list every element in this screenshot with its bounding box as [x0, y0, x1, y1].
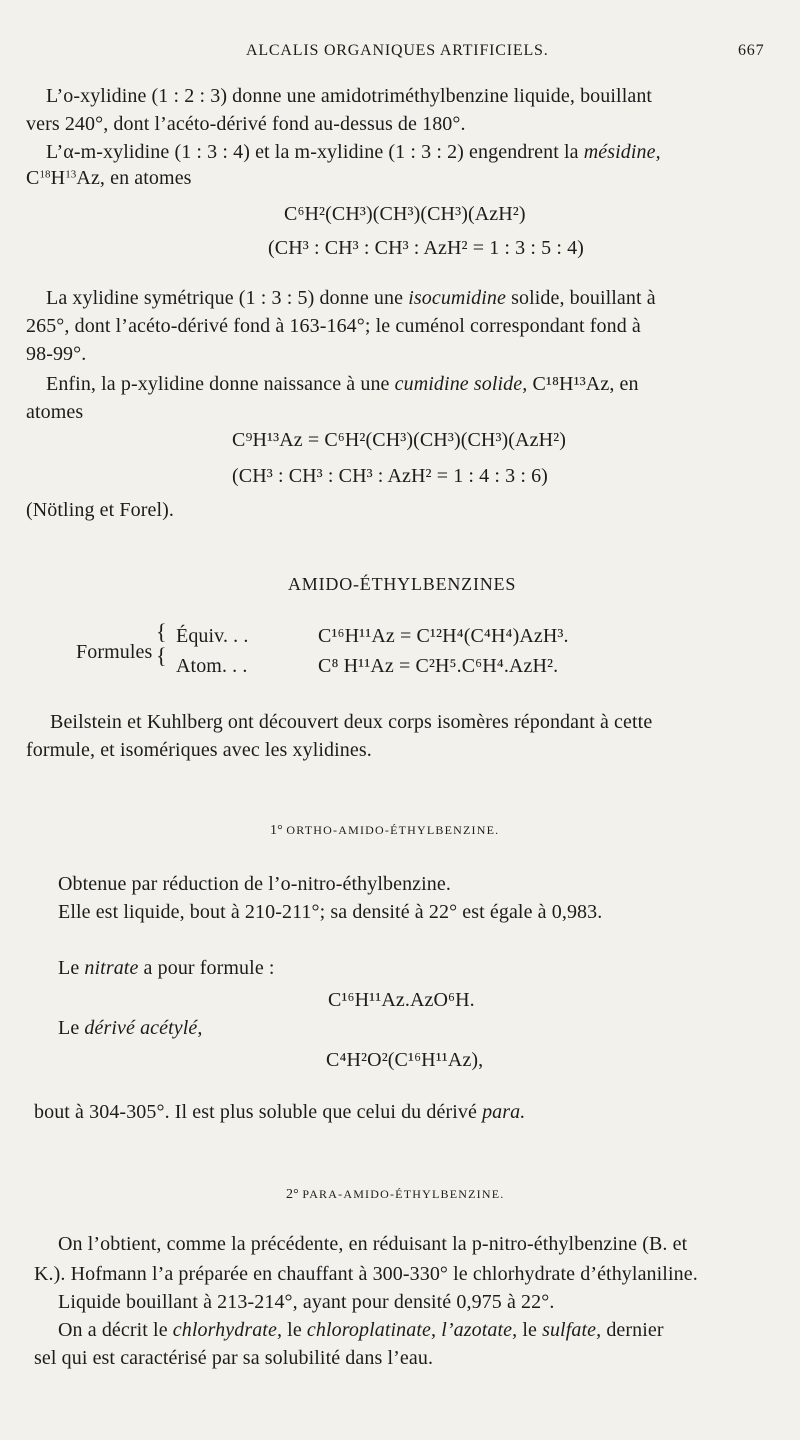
chemical-formula: C¹⁶H¹¹Az.AzO⁶H. [328, 989, 475, 1011]
paragraph-line: bout à 304-305°. Il est plus soluble que celui du dérivé para. [34, 1101, 526, 1123]
paragraph-line: Liquide bouillant à 213-214°, ayant pour densité 0,975 à 22°. [58, 1291, 555, 1313]
paragraph-line: La xylidine symétrique (1 : 3 : 5) donne une isocumidine solide, bouillant à [46, 287, 656, 309]
formulas-label: Formules [76, 641, 153, 663]
subsection-title: 2° PARA-AMIDO-ÉTHYLBENZINE. [286, 1187, 505, 1202]
chemical-formula: (CH³ : CH³ : CH³ : AzH² = 1 : 3 : 5 : 4) [268, 237, 584, 259]
paragraph-line: formule, et isomériques avec les xylidines. [26, 739, 372, 761]
paragraph-line: Elle est liquide, bout à 210-211°; sa densité à 22° est égale à 0,983. [58, 901, 603, 923]
formula-label: Atom. . . [176, 655, 248, 677]
paragraph-line: (Nötling et Forel). [26, 499, 174, 521]
paragraph-line: 265°, dont l’acéto-dérivé fond à 163-164°; le cuménol correspondant fond à [26, 315, 641, 337]
left-brace: { [156, 643, 167, 668]
chemical-formula: (CH³ : CH³ : CH³ : AzH² = 1 : 4 : 3 : 6) [232, 465, 548, 487]
paragraph-line: K.). Hofmann l’a préparée en chauffant à 300-330° le chlorhydrate d’éthylaniline. [34, 1263, 698, 1285]
formula-label: Équiv. . . [176, 625, 249, 647]
paragraph-line: Le dérivé acétylé, [58, 1017, 203, 1039]
paragraph-line: L’o-xylidine (1 : 2 : 3) donne une amidotriméthylbenzine liquide, bouillant [46, 85, 653, 107]
chemical-formula: C⁴H²O²(C¹⁶H¹¹Az), [326, 1049, 484, 1071]
paragraph-line: $C^{18}H^{13}Az$, en atomes [26, 167, 192, 189]
paragraph-line: vers 240°, dont l’acéto-dérivé fond au-dessus de 180°. [26, 113, 466, 135]
section-title: AMIDO-ÉTHYLBENZINES [288, 574, 517, 594]
chemical-formula: C⁹H¹³Az = C⁶H²(CH³)(CH³)(CH³)(AzH²) [232, 429, 566, 451]
chemical-formula: C⁶H²(CH³)(CH³)(CH³)(AzH²) [284, 203, 526, 225]
paragraph-line: Enfin, la p-xylidine donne naissance à une cumidine solide, C¹⁸H¹³Az, en [46, 373, 639, 395]
paragraph-line: L’α-m-xylidine (1 : 3 : 4) et la m-xylidine (1 : 3 : 2) engendrent la mésidine, [46, 141, 661, 163]
subsection-title: 1° ORTHO-AMIDO-ÉTHYLBENZINE. [270, 823, 500, 838]
paragraph-line: On l’obtient, comme la précédente, en réduisant la p-nitro-éthylbenzine (B. et [58, 1233, 688, 1255]
chemical-formula: C⁸ H¹¹Az = C²H⁵.C⁶H⁴.AzH². [318, 655, 559, 677]
paragraph-line: 98-99°. [26, 343, 87, 365]
chemical-formula: C¹⁶H¹¹Az = C¹²H⁴(C⁴H⁴)AzH³. [318, 625, 569, 647]
paragraph-line: sel qui est caractérisé par sa solubilité dans l’eau. [34, 1347, 434, 1369]
paragraph-line: Beilstein et Kuhlberg ont découvert deux corps isomères répondant à cette [50, 711, 653, 733]
left-brace: { [156, 619, 167, 644]
paragraph-line: On a décrit le chlorhydrate, le chloroplatinate, l’azotate, le sulfate, dernier [58, 1319, 664, 1341]
running-title: ALCALIS ORGANIQUES ARTIFICIELS. [246, 42, 549, 59]
paragraph-line: Obtenue par réduction de l’o-nitro-éthylbenzine. [58, 873, 451, 895]
paragraph-line: Le nitrate a pour formule : [58, 957, 275, 979]
paragraph-line: atomes [26, 401, 84, 423]
page-number: 667 [738, 42, 765, 59]
